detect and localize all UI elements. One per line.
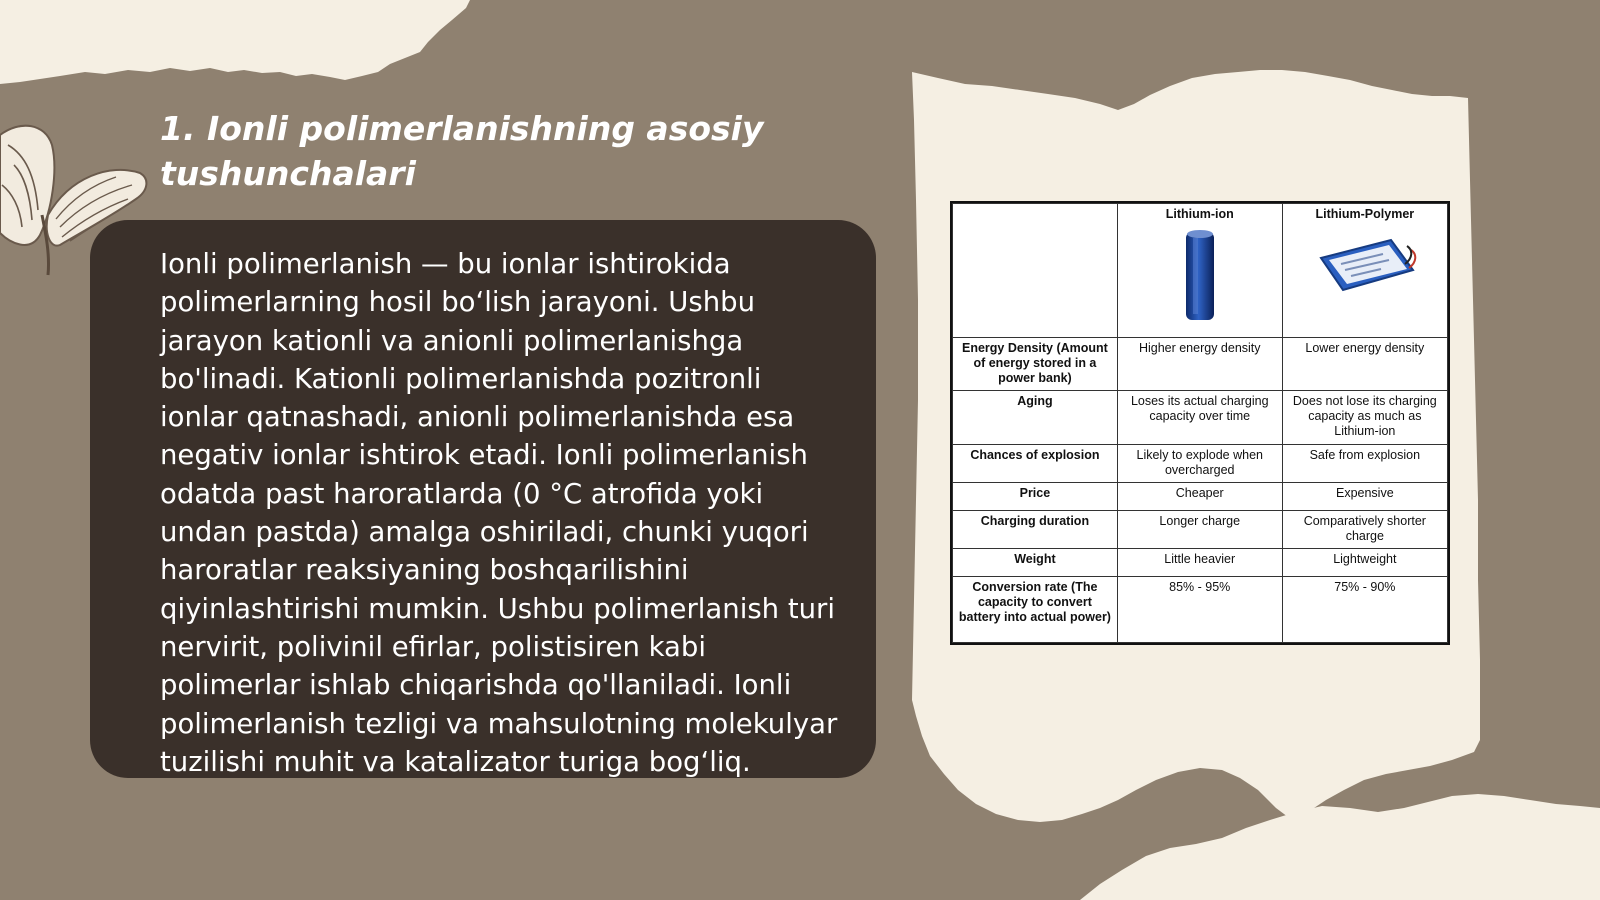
li-ion-cell: 85% - 95% (1117, 577, 1282, 643)
li-poly-cell: Does not lose its charging capacity as much as Lithium-ion (1282, 391, 1447, 445)
header-empty-cell (953, 204, 1118, 338)
table-row (953, 511, 1448, 549)
li-ion-cell: Longer charge (1117, 511, 1282, 549)
li-poly-cell: Comparatively shorter charge (1282, 511, 1447, 549)
comparison-table-image (950, 201, 1450, 645)
li-poly-cell: Lightweight (1282, 549, 1447, 577)
table-row (953, 483, 1448, 511)
torn-paper-right-edge (1548, 0, 1600, 60)
header-label: Lithium-Polymer (1315, 207, 1415, 221)
li-poly-cell: Lower energy density (1282, 338, 1447, 391)
row-label: Weight (953, 549, 1118, 577)
row-label: Price (953, 483, 1118, 511)
table-row (953, 549, 1448, 577)
li-poly-cell: Safe from explosion (1282, 445, 1447, 483)
slide-title: 1. Ionli polimerlanishning asosiy tushunchalari (160, 109, 764, 193)
row-label: Conversion rate (The capacity to convert battery into actual power) (953, 577, 1118, 643)
li-ion-cell: Higher energy density (1117, 338, 1282, 391)
table-header-row (953, 204, 1448, 338)
table-row (953, 338, 1448, 391)
header-cell-lithium-polymer (1282, 204, 1447, 338)
table-row (953, 445, 1448, 483)
li-poly-cell: 75% - 90% (1282, 577, 1447, 643)
li-ion-cell: Likely to explode when overcharged (1117, 445, 1282, 483)
row-label: Chances of explosion (953, 445, 1118, 483)
li-poly-cell: Expensive (1282, 483, 1447, 511)
row-label: Aging (953, 391, 1118, 445)
table-row (953, 577, 1448, 643)
li-ion-cell: Little heavier (1117, 549, 1282, 577)
li-ion-cell: Cheaper (1117, 483, 1282, 511)
comparison-table (952, 203, 1448, 643)
header-cell-lithium-ion (1117, 204, 1282, 338)
row-label: Energy Density (Amount of energy stored in a power bank) (953, 338, 1118, 391)
li-ion-cell: Loses its actual charging capacity over time (1117, 391, 1282, 445)
body-paragraph: Ionli polimerlanish — bu ionlar ishtirokida polimerlarning hosil bo‘lish jarayoni. Ushbu jarayon kationli va anionli polimerlanishga bo'linadi. Kationli polimerlanishda pozitronli ionlar qatnashadi, anionli polimerlanishda esa negativ ionlar ishtirok etadi. Ionli polimerlanish odatda past haroratlarda (0 °C atrofida yoki undan pastda) amalga oshiriladi, chunki yuqori haroratlar reaksiyaning boshqarilishini qiyinlashtirishi mumkin. Ushbu polimerlanish turi nervirit, polivinil efirlar, polistisiren kabi polimerlar ishlab chiqarishda qo'llaniladi. Ionli polimerlanish tezligi va mahsulotning molekulyar tuzilishi muhit va katalizator turiga bog‘liq. (160, 248, 838, 778)
row-label: Charging duration (953, 511, 1118, 549)
torn-paper-bottom-right (1080, 794, 1600, 900)
header-label: Lithium-ion (1165, 207, 1234, 221)
table-row (953, 391, 1448, 445)
pouch-battery-icon (1313, 228, 1417, 298)
cylindrical-battery-icon (1183, 228, 1217, 322)
torn-paper-top-left (0, 0, 470, 84)
